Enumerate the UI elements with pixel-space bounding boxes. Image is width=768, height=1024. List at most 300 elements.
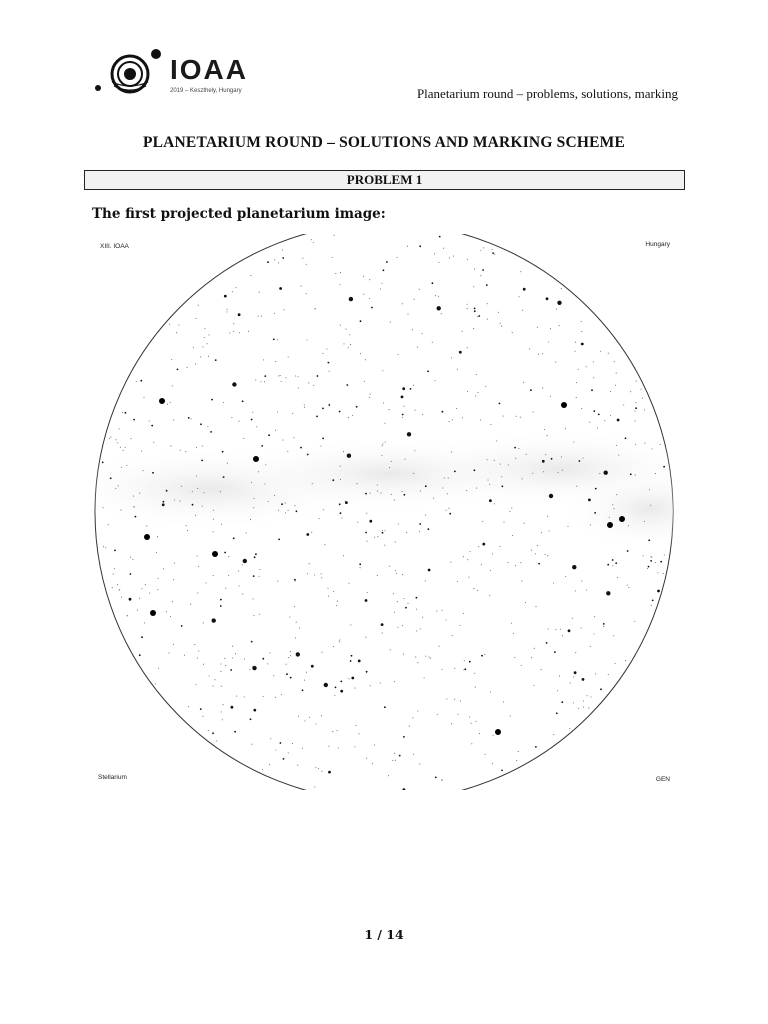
star — [652, 600, 654, 602]
star — [277, 411, 278, 412]
star — [641, 389, 642, 390]
star — [648, 566, 650, 568]
bright-star — [159, 398, 165, 404]
star — [469, 717, 470, 718]
star — [499, 546, 500, 547]
star — [474, 310, 476, 312]
star — [143, 397, 144, 398]
star — [320, 445, 321, 446]
star — [487, 319, 488, 320]
star — [545, 554, 546, 555]
star — [406, 532, 407, 533]
ioaa-logo-mark — [90, 44, 170, 100]
star — [473, 286, 474, 287]
star — [581, 581, 582, 582]
star — [593, 361, 594, 362]
star — [467, 259, 468, 260]
star — [664, 554, 665, 555]
star — [178, 324, 179, 325]
star — [238, 570, 239, 571]
star — [477, 316, 478, 317]
star — [628, 587, 629, 588]
star — [316, 416, 318, 418]
star — [655, 473, 656, 474]
star — [141, 588, 142, 589]
star — [283, 758, 285, 760]
star — [347, 454, 351, 458]
star — [644, 409, 645, 410]
star — [501, 770, 503, 772]
star — [243, 559, 247, 563]
star — [294, 505, 295, 506]
star — [120, 447, 121, 448]
star — [187, 367, 188, 368]
star — [583, 707, 584, 708]
star — [435, 295, 436, 296]
star — [220, 491, 221, 492]
star — [317, 375, 319, 377]
star — [442, 610, 443, 611]
star — [102, 462, 104, 464]
star — [348, 347, 349, 348]
star — [643, 555, 644, 556]
star — [366, 513, 367, 514]
star — [180, 450, 181, 451]
star — [343, 343, 344, 344]
star — [357, 522, 358, 523]
star — [308, 382, 309, 383]
star — [306, 339, 307, 340]
star — [382, 443, 383, 444]
star — [304, 720, 305, 721]
star — [467, 308, 468, 309]
star — [616, 445, 617, 446]
star — [176, 332, 177, 333]
star — [532, 473, 533, 474]
star — [467, 559, 468, 560]
star — [297, 765, 298, 766]
star — [304, 680, 305, 681]
star — [254, 556, 256, 558]
star — [593, 377, 594, 378]
star — [365, 359, 366, 360]
star — [343, 451, 344, 452]
star — [416, 630, 417, 631]
star — [509, 511, 510, 512]
star — [113, 574, 114, 575]
star — [413, 473, 414, 474]
star — [615, 663, 616, 664]
star — [258, 316, 259, 317]
star — [474, 673, 475, 674]
star — [470, 551, 471, 552]
star — [612, 565, 613, 566]
star — [554, 651, 556, 653]
star — [220, 663, 221, 664]
star — [603, 626, 604, 627]
star — [242, 564, 243, 565]
star — [252, 598, 253, 599]
star — [644, 443, 645, 444]
top-left-label: XIII. IOAA — [100, 243, 129, 250]
star — [454, 471, 456, 473]
star — [494, 460, 495, 461]
star — [292, 413, 293, 414]
star — [579, 460, 581, 462]
star — [318, 768, 319, 769]
bright-star — [561, 402, 567, 408]
star — [460, 625, 461, 626]
star — [302, 258, 303, 259]
star — [123, 450, 124, 451]
star — [212, 732, 214, 734]
star — [321, 771, 322, 772]
star — [339, 411, 341, 413]
star — [184, 655, 185, 656]
star — [593, 410, 595, 412]
star — [604, 420, 605, 421]
star — [451, 723, 452, 724]
star — [121, 467, 122, 468]
star — [339, 284, 340, 285]
star — [464, 660, 465, 661]
star — [635, 402, 636, 403]
star — [565, 576, 566, 577]
star — [477, 590, 478, 591]
star — [529, 349, 530, 350]
star — [395, 542, 396, 543]
star — [614, 361, 615, 362]
star — [407, 313, 408, 314]
star — [286, 673, 288, 675]
star — [417, 710, 418, 711]
star — [235, 287, 236, 288]
star — [457, 581, 458, 582]
star — [195, 318, 196, 319]
star — [213, 510, 214, 511]
star — [286, 664, 287, 665]
star — [263, 696, 264, 697]
star — [492, 249, 493, 250]
star — [274, 495, 275, 496]
star — [555, 629, 556, 630]
star — [211, 399, 213, 401]
star — [324, 683, 328, 687]
star — [518, 751, 519, 752]
star — [296, 510, 298, 512]
star — [196, 447, 197, 448]
star — [417, 662, 418, 663]
star — [535, 746, 537, 748]
star — [170, 402, 171, 403]
star — [384, 706, 386, 708]
star — [490, 691, 491, 692]
star — [197, 488, 198, 489]
star — [224, 295, 227, 298]
star — [407, 246, 408, 247]
star — [438, 262, 439, 263]
star — [606, 591, 610, 595]
star — [277, 581, 278, 582]
star — [575, 342, 576, 343]
star — [340, 272, 341, 273]
bright-star — [607, 522, 613, 528]
star — [657, 590, 660, 593]
star — [424, 677, 425, 678]
star — [453, 256, 454, 257]
bright-star — [212, 551, 218, 557]
star — [553, 582, 554, 583]
star — [452, 635, 453, 636]
star — [503, 521, 504, 522]
bottom-left-label: Stellarium — [98, 774, 127, 781]
star — [356, 483, 357, 484]
star — [198, 305, 199, 306]
star — [486, 284, 488, 286]
star — [195, 684, 196, 685]
star — [650, 505, 651, 506]
star — [339, 503, 341, 505]
bright-star — [619, 516, 625, 522]
star — [328, 362, 330, 364]
star — [290, 655, 291, 656]
star — [410, 388, 412, 390]
star — [140, 380, 142, 382]
star — [313, 242, 314, 243]
star — [634, 411, 635, 412]
star — [309, 717, 310, 718]
star — [228, 575, 229, 576]
star — [627, 550, 629, 552]
star — [275, 430, 276, 431]
star — [382, 530, 383, 531]
running-title: Planetarium round – problems, solutions, marking — [416, 86, 678, 101]
star — [313, 385, 314, 386]
star — [419, 531, 420, 532]
star — [403, 736, 405, 738]
star — [288, 510, 289, 511]
star — [157, 536, 158, 537]
star — [586, 589, 587, 590]
star — [213, 531, 214, 532]
star — [207, 426, 208, 427]
star — [304, 404, 305, 405]
star — [542, 353, 543, 354]
star — [166, 611, 167, 612]
star — [382, 633, 383, 634]
star — [203, 664, 204, 665]
star — [256, 426, 257, 427]
star — [173, 579, 174, 580]
star — [253, 507, 254, 508]
star — [298, 716, 299, 717]
star — [510, 715, 511, 716]
star — [607, 564, 609, 566]
star — [338, 747, 339, 748]
star — [269, 652, 270, 653]
star — [297, 376, 298, 377]
star — [547, 555, 548, 556]
star — [513, 633, 514, 634]
star — [416, 597, 418, 599]
star — [299, 627, 300, 628]
star — [380, 288, 381, 289]
star — [427, 370, 429, 372]
star — [321, 652, 322, 653]
star — [393, 593, 394, 594]
star — [533, 411, 534, 412]
ioaa-logo — [90, 44, 260, 100]
star — [663, 466, 665, 468]
star — [463, 613, 464, 614]
star — [283, 309, 284, 310]
star — [203, 492, 204, 493]
star — [238, 421, 239, 422]
star — [570, 682, 571, 683]
star — [295, 580, 296, 581]
star — [462, 417, 463, 418]
star — [603, 623, 605, 625]
star — [348, 583, 349, 584]
star — [215, 359, 217, 361]
star — [404, 406, 405, 407]
star — [454, 668, 455, 669]
star — [212, 686, 213, 687]
star — [125, 447, 126, 448]
star — [597, 427, 598, 428]
star — [345, 501, 348, 504]
star — [188, 706, 189, 707]
star — [213, 519, 214, 520]
star — [322, 438, 324, 440]
star — [397, 354, 398, 355]
star — [395, 570, 396, 571]
star — [170, 616, 171, 617]
star — [214, 679, 215, 680]
star — [648, 539, 650, 541]
star — [549, 494, 553, 498]
star — [432, 342, 433, 343]
star — [328, 771, 331, 774]
star — [346, 384, 348, 386]
star — [370, 493, 371, 494]
star — [114, 550, 116, 552]
star — [381, 455, 382, 456]
star — [315, 723, 316, 724]
star — [370, 685, 371, 686]
star — [396, 257, 397, 258]
star — [413, 754, 414, 755]
star — [221, 686, 222, 687]
star — [295, 375, 296, 376]
star — [576, 486, 577, 487]
star — [260, 381, 261, 382]
star — [371, 307, 373, 309]
star — [144, 622, 145, 623]
star — [615, 562, 617, 564]
star — [419, 523, 421, 525]
star — [425, 656, 426, 657]
star — [581, 408, 582, 409]
star — [369, 397, 370, 398]
star — [329, 404, 330, 405]
star — [474, 308, 476, 310]
star — [542, 388, 543, 389]
star — [328, 746, 329, 747]
star — [471, 743, 472, 744]
star — [246, 532, 247, 533]
star — [221, 524, 222, 525]
star — [202, 716, 203, 717]
star — [457, 369, 458, 370]
star — [475, 721, 476, 722]
star — [521, 665, 522, 666]
star — [239, 332, 240, 333]
star — [110, 477, 112, 479]
star — [207, 343, 208, 344]
star — [534, 685, 535, 686]
star — [615, 385, 616, 386]
star — [169, 324, 170, 325]
star — [402, 387, 405, 390]
star — [660, 444, 661, 445]
star — [213, 575, 214, 576]
star — [365, 599, 368, 602]
star — [384, 423, 385, 424]
star — [456, 408, 457, 409]
star — [285, 503, 286, 504]
star — [281, 381, 282, 382]
star — [531, 550, 532, 551]
star — [287, 451, 288, 452]
star — [414, 299, 415, 300]
star — [355, 688, 356, 689]
star — [290, 651, 291, 652]
star — [311, 239, 312, 240]
star — [534, 648, 535, 649]
star — [273, 675, 274, 676]
page-number: 1 / 14 — [364, 927, 404, 942]
star — [518, 448, 519, 449]
star — [290, 677, 292, 679]
star — [212, 618, 216, 622]
star — [479, 733, 480, 734]
star — [365, 637, 366, 638]
star — [598, 414, 600, 416]
star — [198, 650, 199, 651]
star — [409, 726, 410, 727]
star — [644, 521, 645, 522]
star — [578, 708, 579, 709]
star — [171, 359, 172, 360]
star — [254, 498, 255, 499]
star — [265, 464, 266, 465]
star — [339, 640, 340, 641]
star — [394, 612, 395, 613]
star — [288, 657, 289, 658]
star — [438, 296, 439, 297]
star — [235, 653, 236, 654]
star — [380, 493, 381, 494]
star — [149, 593, 150, 594]
star — [485, 386, 486, 387]
star — [197, 658, 198, 659]
star — [294, 579, 296, 581]
star — [649, 489, 650, 490]
star — [109, 438, 110, 439]
star — [363, 294, 364, 295]
star — [302, 748, 303, 749]
